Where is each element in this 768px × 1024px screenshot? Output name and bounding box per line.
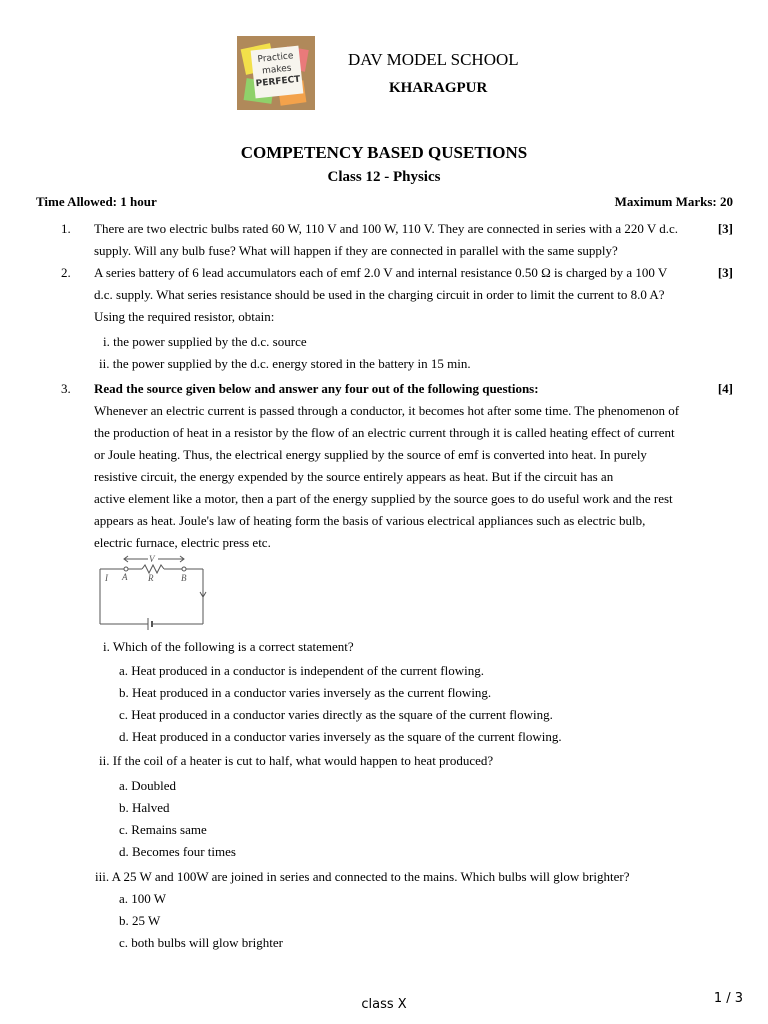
q2-line: Using the required resistor, obtain:	[94, 309, 275, 324]
q2-number: 2.	[61, 265, 71, 280]
label-a: A	[122, 572, 128, 582]
q1-text	[94, 218, 678, 262]
option-item: c. Remains same	[119, 822, 207, 837]
q1-line: There are two electric bulbs rated 60 W, 110 V and 100 W, 110 V. They are connected in series with a 220 V d.c.	[94, 221, 679, 236]
q1-line: supply. Will any bulb fuse? What will happen if they are connected in parallel with the same supply?	[94, 243, 618, 258]
q3-passage-line: the production of heat in a resistor by the flow of an electric current through it is called heating effect of current	[94, 425, 675, 440]
q3-passage-line: Whenever an electric current is passed through a conductor, it becomes hot after some time. The phenomenon of	[94, 403, 680, 418]
school-name: DAV MODEL SCHOOL	[348, 50, 519, 69]
logo-text-1: Practice	[257, 51, 294, 65]
q3-marks: [4]	[717, 381, 733, 396]
q2-marks: [3]	[717, 265, 733, 280]
label-v: V	[149, 554, 155, 564]
q2-line: A series battery of 6 lead accumulators each of emf 2.0 V and internal resistance 0.50 Ω is charged by a 100 V	[94, 265, 668, 280]
q3-passage-line: active element like a motor, then a part of the energy supplied by the source goes to do useful work and the rest	[94, 491, 673, 506]
option-item: a. Doubled	[119, 778, 177, 793]
q2-line: d.c. supply. What series resistance should be used in the charging circuit in order to limit the current to 8.0 A?	[94, 287, 665, 302]
q1-marks: [3]	[717, 221, 733, 236]
page-subtitle: Class 12 - Physics	[327, 169, 441, 185]
logo-text-3: PERFECT	[255, 74, 301, 90]
option-item: d. Heat produced in a conductor varies inversely as the square of the current flowing.	[119, 729, 562, 744]
circuit-diagram	[96, 552, 212, 630]
q3-sub-iii-question: iii. A 25 W and 100W are joined in series and connected to the mains. Which bulbs will glow brighter?	[95, 869, 630, 884]
q3-sub-iii-options	[119, 888, 283, 954]
q3-sub-ii-question: ii. If the coil of a heater is cut to half, what would happen to heat produced?	[99, 753, 494, 768]
option-item: d. Becomes four times	[119, 844, 236, 859]
page-number: 1 / 3	[713, 991, 743, 1006]
q3-passage-line: or Joule heating. Thus, the electrical energy supplied by the source of emf is converted into heat. In purely	[94, 447, 647, 462]
q3-passage-line: resistive circuit, the energy expended by the source entirely appears as heat. But if the circuit has an	[94, 469, 614, 484]
label-r: R	[148, 573, 154, 583]
q3-sub-i-question: i. Which of the following is a correct statement?	[103, 639, 354, 654]
resistor	[142, 565, 164, 573]
q3-heading: Read the source given below and answer any four out of the following questions:	[94, 381, 539, 396]
school-city: KHARAGPUR	[389, 80, 488, 96]
q1-number: 1.	[61, 221, 71, 236]
page-title: COMPETENCY BASED QUSETIONS	[240, 143, 528, 162]
q2-sub-i: i. the power supplied by the d.c. source	[103, 334, 307, 349]
footer-class: class X	[361, 997, 407, 1012]
node-a	[124, 567, 128, 571]
option-item: c. Heat produced in a conductor varies directly as the square of the current flowing.	[119, 707, 553, 722]
option-item: b. 25 W	[119, 913, 161, 928]
option-item: a. 100 W	[119, 891, 167, 906]
option-item: b. Halved	[119, 800, 170, 815]
node-b	[182, 567, 186, 571]
logo-card	[251, 46, 304, 99]
school-logo	[237, 36, 315, 110]
q3-sub-ii-options	[119, 775, 236, 863]
q3-passage-line: appears as heat. Joule's law of heating form the basis of various electrical appliances such as electric bulb,	[94, 513, 646, 528]
time-allowed: Time Allowed: 1 hour	[36, 194, 157, 209]
label-b: B	[181, 573, 187, 583]
q3-passage-line: electric furnace, electric press etc.	[94, 535, 271, 550]
option-item: b. Heat produced in a conductor varies inversely as the current flowing.	[119, 685, 492, 700]
maximum-marks: Maximum Marks: 20	[614, 194, 733, 209]
option-item: a. Heat produced in a conductor is independent of the current flowing.	[119, 663, 484, 678]
q3-passage	[94, 400, 679, 554]
logo-text-2: makes	[261, 63, 292, 77]
q2-text	[94, 262, 667, 328]
q3-number: 3.	[61, 381, 71, 396]
option-item: c. both bulbs will glow brighter	[119, 935, 283, 950]
q3-sub-i-options	[119, 660, 562, 748]
q2-sub-ii: ii. the power supplied by the d.c. energy stored in the battery in 15 min.	[99, 356, 471, 371]
label-i: I	[105, 573, 108, 583]
